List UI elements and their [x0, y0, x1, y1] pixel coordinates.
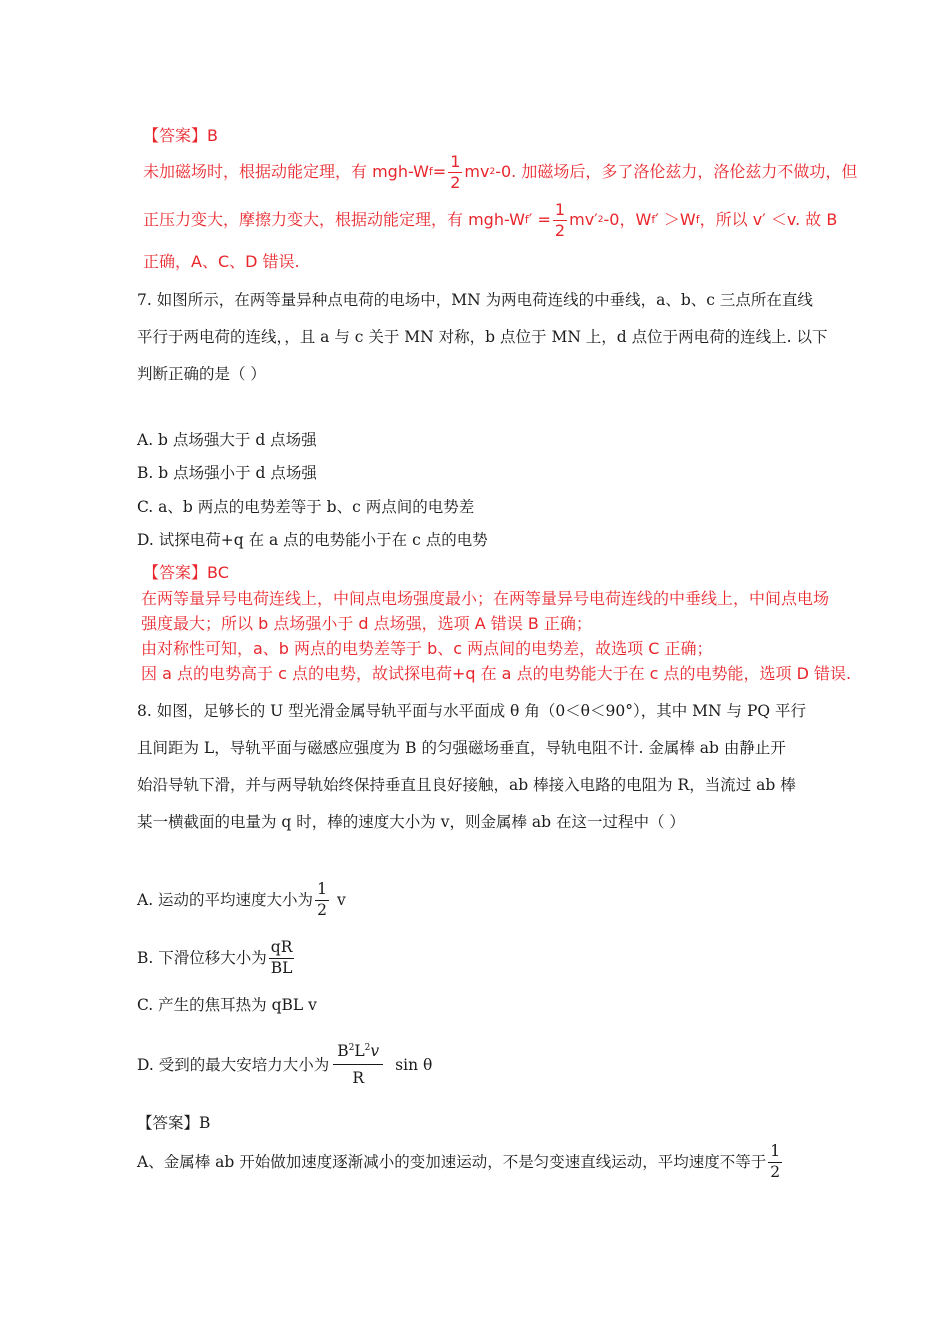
q8-option-a-v: v [336, 891, 346, 909]
q8-stem-line-1: 8. 如图，足够长的 U 型光滑金属导轨平面与水平面成 θ 角（0＜θ＜90°），其中 MN 与 PQ 平行 [137, 702, 807, 720]
q8-option-b-text: B. 下滑位移大小为 [137, 949, 267, 967]
q8-stem-line-2: 且间距为 L，导轨平面与磁感应强度为 B 的匀强磁场垂直，导轨电阻不计. 金属棒 ab 由静止开 [137, 739, 786, 757]
q7-stem-line-2: 平行于两电荷的连线，，且 a 与 c 关于 MN 对称，b 点位于 MN 上，d 点位于两电荷的连线上. 以下 [137, 328, 828, 346]
q7-explanation-line-1: 在两等量异号电荷连线上，中间点电场强度最小；在两等量异号电荷连线的中垂线上，中间点电场 [141, 589, 830, 608]
q8-option-a-fraction: $\frac{1}{2}$ [317, 880, 327, 919]
q8-explanation-a-fraction: $\frac{1}{2}$ [770, 1142, 781, 1181]
q7-explanation-line-4: 因 a 点的电势高于 c 点的电势，故试探电荷+q 在 a 点的电势能大于在 c 点的电势能，选项 D 错误. [141, 664, 852, 683]
q7-option-c: C. a、b 两点的电势差等于 b、c 两点间的电势差 [137, 498, 475, 516]
q8-explanation-a [137, 1140, 784, 1184]
q8-option-b-fraction: $\frac{qR}{BL}$ [270, 938, 293, 977]
q6-exp2-text-b: ′ = [528, 210, 551, 229]
q8-option-d [137, 1040, 432, 1090]
q8-explanation-a-text: A、金属棒 ab 开始做加速度逐渐减小的变加速运动，不是匀变速直线运动，平均速度不等于 [137, 1153, 767, 1171]
q7-answer: 【答案】BC [143, 563, 229, 582]
q6-exp2-text-a: 正压力变大，摩擦力变大，根据动能定理，有 mgh-W [143, 210, 525, 229]
q6-exp2-text-g: ，所以 v′ ＜v. 故 B [699, 210, 838, 229]
q6-exp2-text-e: ′ ＞W [655, 210, 696, 229]
q7-stem-line-3: 判断正确的是（ ） [137, 365, 266, 383]
q6-exp2-text-d: -0，W [603, 210, 652, 229]
q6-exp2-text-c: mv′ [569, 210, 598, 229]
q7-explanation-line-2: 强度最大；所以 b 点场强小于 d 点场强，选项 A 错误 B 正确； [141, 614, 592, 633]
q8-option-b [137, 936, 296, 980]
q6-fraction-half-1: $\frac{1}{2}$ [450, 151, 461, 192]
q6-exp1-text-d: -0. 加磁场后，多了洛伦兹力，洛伦兹力不做功，但 [495, 162, 858, 181]
q6-fraction-half-2: $\frac{1}{2}$ [554, 199, 566, 240]
q8-option-a [137, 878, 346, 922]
q7-option-a: A. b 点场强大于 d 点场强 [137, 431, 317, 449]
q6-explanation-line-2: 正压力变大，摩擦力变大，根据动能定理，有 mgh-W f ′ = $\frac{1}{2}$ mv′ 2 -0，W f ′ ＞W f ，所以 v′ ＜v. 故 B [143, 199, 838, 240]
q7-option-d: D. 试探电荷+q 在 a 点的电势能小于在 c 点的电势 [137, 531, 488, 549]
q8-option-d-fraction: $\frac{B^2L^2v}{R}$ [333, 1044, 383, 1086]
q8-option-d-text: D. 受到的最大安培力大小为 [137, 1056, 330, 1074]
q8-answer: 【答案】B [137, 1114, 211, 1132]
q6-answer: 【答案】B [143, 126, 218, 145]
q8-option-d-sin: sin θ [395, 1056, 433, 1074]
q6-exp1-text-b: = [432, 162, 447, 181]
q7-explanation-line-3: 由对称性可知，a、b 两点的电势差等于 b、c 两点间的电势差，故选项 C 正确； [141, 639, 713, 658]
q8-option-a-text: A. 运动的平均速度大小为 [137, 891, 314, 909]
q8-option-c: C. 产生的焦耳热为 qBL v [137, 996, 317, 1014]
q7-stem-line-1: 7. 如图所示，在两等量异种点电荷的电场中，MN 为两电荷连线的中垂线，a、b、c 三点所在直线 [137, 291, 813, 309]
q8-stem-line-4: 某一横截面的电量为 q 时，棒的速度大小为 v，则金属棒 ab 在这一过程中（ ） [137, 813, 685, 831]
q6-explanation-line-1: 未加磁场时，根据动能定理，有 mgh-W f = $\frac{1}{2}$ mv 2 -0. 加磁场后，多了洛伦兹力，洛伦兹力不做功，但 [143, 151, 858, 192]
q6-exp1-sub-f: f [428, 165, 433, 178]
q6-exp1-text-c: mv [464, 162, 490, 181]
q6-exp1-text-a: 未加磁场时，根据动能定理，有 mgh-W [143, 162, 429, 181]
q7-option-b: B. b 点场强小于 d 点场强 [137, 464, 317, 482]
q6-explanation-line-3: 正确，A、C、D 错误. [143, 252, 300, 271]
q8-stem-line-3: 始沿导轨下滑，并与两导轨始终保持垂直且良好接触，ab 棒接入电路的电阻为 R，当流过 ab 棒 [137, 776, 796, 794]
